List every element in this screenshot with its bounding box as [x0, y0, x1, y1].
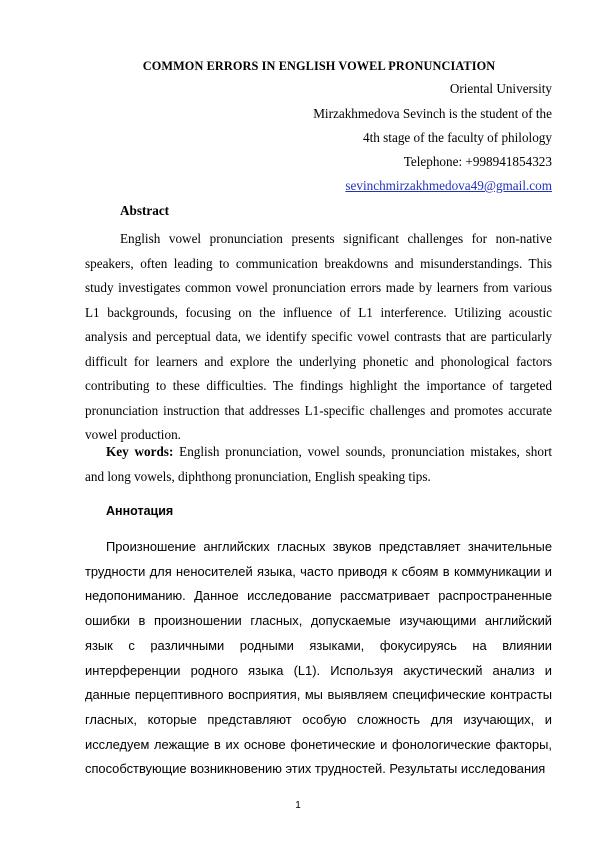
keywords-paragraph: [85, 440, 552, 489]
author-line-2: 4th stage of the faculty of philology: [363, 130, 552, 145]
abstract-text: English vowel pronunciation presents significant challenges for non-native speakers, often leading to communication breakdowns and misunderstandings. This study investigates common vowel pronunciation errors made by learners from various L1 backgrounds, focusing on the influence of L1 interference. Utilizing acoustic analysis and perceptual data, we identify specific vowel contrasts that are particularly difficult for learners and explore the underlying phonetic and phonological factors contributing to these difficulties. The findings highlight the importance of targeted pronunciation instruction that addresses L1-specific challenges and promotes accurate vowel production.: [85, 231, 552, 442]
author-line-1: Mirzakhmedova Sevinch is the student of the: [313, 106, 552, 121]
telephone: Telephone: +998941854323: [403, 154, 552, 169]
annotation-heading: Аннотация: [106, 504, 174, 518]
page-number: 1: [295, 800, 301, 811]
paper-title: COMMON ERRORS IN ENGLISH VOWEL PRONUNCIATION: [142, 59, 496, 73]
abstract-heading: Abstract: [120, 203, 170, 218]
keywords-text: English pronunciation, vowel sounds, pronunciation mistakes, short and long vowels, diphthong pronunciation, English speaking tips.: [85, 444, 552, 484]
keywords-label: Key words:: [106, 444, 174, 459]
email-link[interactable]: sevinchmirzakhmedova49@gmail.com: [345, 178, 552, 193]
annotation-text: Произношение английских гласных звуков представляет значительные трудности для неносителей языка, часто приводя к сбоям в коммуникации и недопониманию. Данное исследование рассматривает распространенные ошибки в произношении гласных, допускаемые изучающими английский язык с различными родными языками, фокусируясь на влиянии интерференции родного языка (L1). Используя акустический анализ и данные перцептивного восприятия, мы выявляем специфические контрасты гласных, которые представляют особую сложность для изучающих, и исследуем лежащие в их основе фонетические и фонологические факторы, способствующие возникновению этих трудностей. Результаты исследования: [85, 539, 552, 777]
affiliation: Oriental University: [449, 81, 552, 96]
